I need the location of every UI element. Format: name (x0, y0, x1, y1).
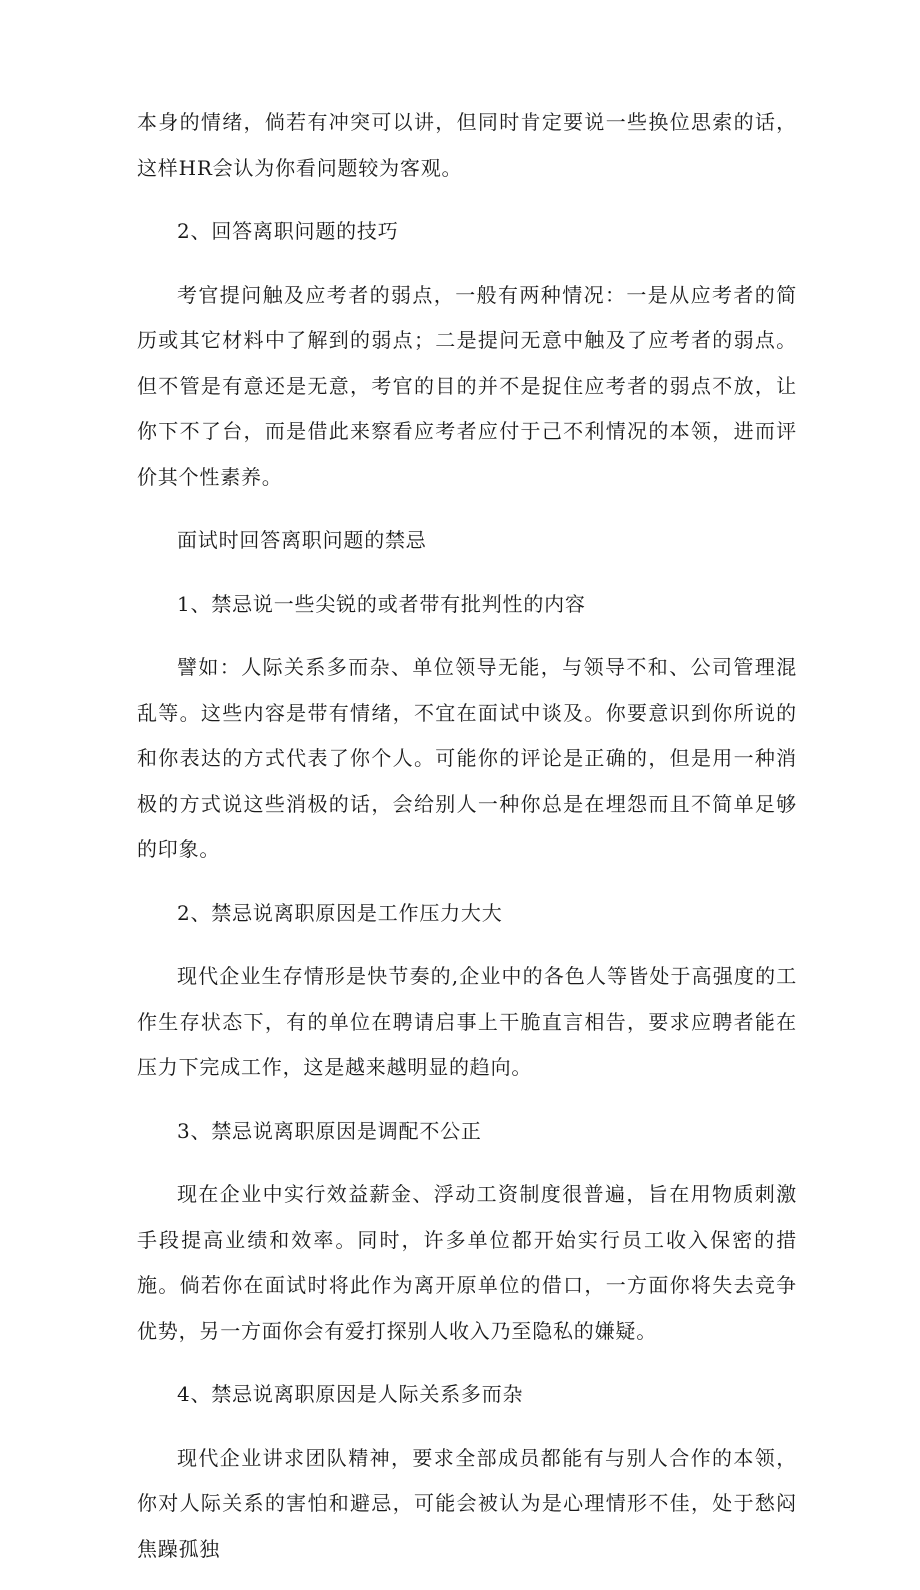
taboo-heading-1: 1、禁忌说一些尖锐的或者带有批判性的内容 (177, 591, 586, 616)
paragraph-taboo-4: 现代企业讲求团队精神，要求全部成员都能有与别人合作的本领，你对人际关系的害怕和避忌，可能会被认为是心理情形不佳，处于愁闷焦躁孤独 (137, 1445, 797, 1561)
taboo-heading-4: 4、禁忌说离职原因是人际关系多而杂 (177, 1382, 524, 1406)
section-heading-taboos: 面试时回答离职问题的禁忌 (177, 528, 427, 552)
document-body (137, 100, 797, 1590)
paragraph-taboo-3: 现在企业中实行效益薪金、浮动工资制度很普遍，旨在用物质刺激手段提高业绩和效率。同时，许多单位都开始实行员工收入保密的措施。倘若你在面试时将此作为离开原单位的借口，一方面你将失去竞争优势，另一方面你会有爱打探别人收入乃至隐私的嫌疑。 (137, 1182, 797, 1343)
paragraph-continued: 本身的情绪，倘若有冲突可以讲，但同时肯定要说一些换位思索的话，这样HR会认为你看问题较为客观。 (137, 110, 797, 180)
taboo-heading-3: 3、禁忌说离职原因是调配不公正 (177, 1118, 482, 1143)
taboo-heading-2: 2、禁忌说离职原因是工作压力大大 (177, 900, 503, 925)
paragraph-weakness: 考官提问触及应考者的弱点，一般有两种情况：一是从应考者的简历或其它材料中了解到的弱点；二是提问无意中触及了应考者的弱点。但不管是有意还是无意，考官的目的并不是捉住应考者的弱点不放，让你下不了台，而是借此来察看应考者应付于己不利情况的本领，进而评价其个性素养。 (137, 282, 797, 489)
paragraph-taboo-1: 譬如：人际关系多而杂、单位领导无能，与领导不和、公司管理混乱等。这些内容是带有情绪，不宜在面试中谈及。你要意识到你所说的和你表达的方式代表了你个人。可能你的评论是正确的，但是用一种消极的方式说这些消极的话，会给别人一种你总是在埋怨而且不简单足够的印象。 (137, 655, 797, 861)
section-heading-answer-tips: 2、回答离职问题的技巧 (177, 219, 399, 243)
paragraph-taboo-2: 现代企业生存情形是快节奏的,企业中的各色人等皆处于高强度的工作生存状态下，有的单位在聘请启事上干脆直言相告，要求应聘者能在压力下完成工作，这是越来越明显的趋向。 (137, 964, 797, 1079)
